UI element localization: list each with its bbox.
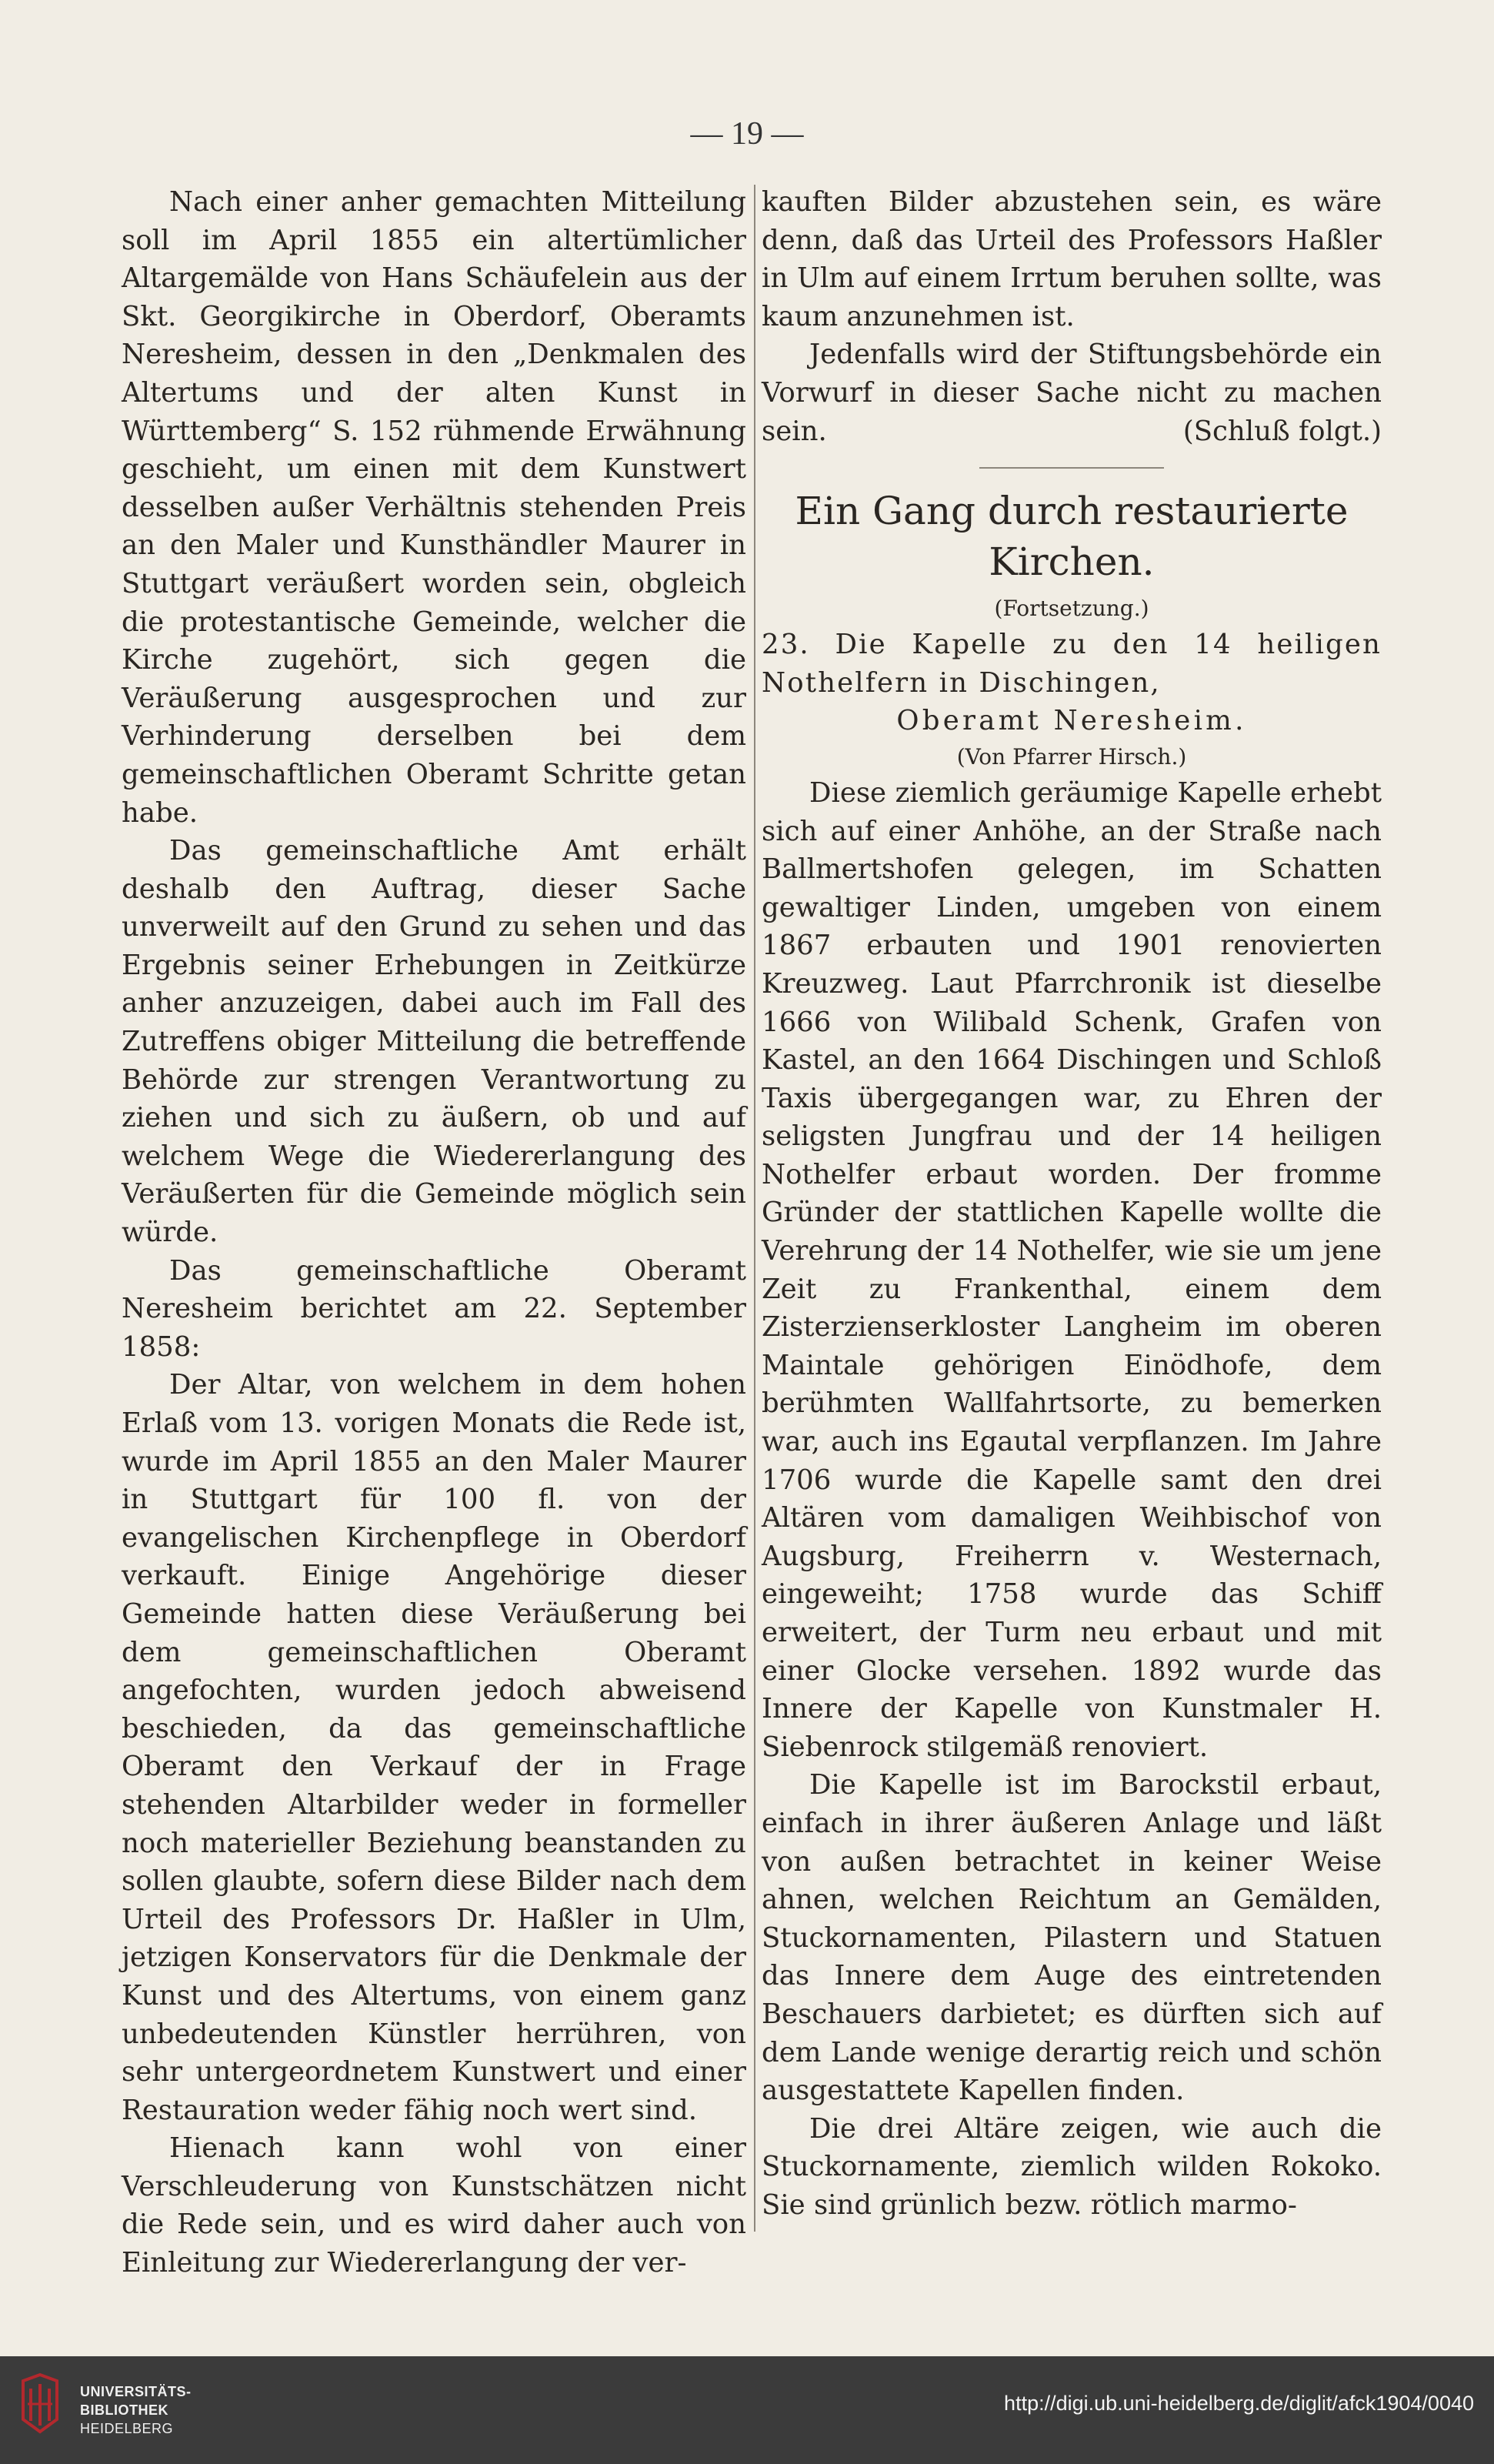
- institution-line: HEIDELBERG: [80, 2421, 174, 2436]
- section-title-last: Oberamt Neresheim.: [896, 705, 1247, 737]
- page-number: — 19 —: [690, 116, 804, 152]
- paragraph: Hienach kann wohl von einer Verschleuderung von Kunstschätzen nicht die Rede sein, und es wird daher auch von Einleitung zur Wiedererlangung der ver-: [122, 2132, 746, 2279]
- institution-line: BIBLIOTHEK: [80, 2402, 168, 2418]
- source-url-link[interactable]: http://digi.ub.uni-heidelberg.de/diglit/afck1904/0040: [1004, 2392, 1474, 2415]
- author-line: (Von Pfarrer Hirsch.): [956, 743, 1187, 770]
- article-note: (Fortsetzung.): [994, 596, 1149, 622]
- paragraph: Nach einer anher gemachten Mitteilung soll im April 1855 ein altertümlicher Altargemälde von Hans Schäufelein aus der Skt. Georgikirche in Oberdorf, Oberamts Neresheim, dessen in den „Denkmalen des Altertums und der alten Kunst in Württemberg“ S. 152 rühmende Erwähnung geschieht, um einen mit dem Kunstwert desselben außer Verhältnis stehenden Preis an den Maler und Kunsthändler Maurer in Stuttgart veräußert worden sein, obgleich die protestantische Gemeinde, welcher die Kirche zugehört, sich gegen die Veräußerung ausgesprochen und zur Verhinderung derselben bei dem gemeinschaftlichen Oberamt Schritte getan habe.: [122, 186, 746, 829]
- section-title-text: 23. Die Kapelle zu den 14 heiligen Nothelfern in Dischingen,: [762, 629, 1382, 699]
- closing-paragraph: Jedenfalls wird der Stiftungsbehörde ein Vorwurf in dieser Sache nicht zu machen sein.: [762, 339, 1382, 447]
- paragraph: Diese ziemlich geräumige Kapelle erhebt sich auf einer Anhöhe, an der Straße nach Ballmertshofen gelegen, im Schatten gewaltiger Linden, umgeben von einem 1867 erbauten und 1901 renovierten Kreuzweg. Laut Pfarrchronik ist dieselbe 1666 von Wilibald Schenk, Grafen von Kastel, an den 1664 Dischingen und Schloß Taxis übergegangen war, zu Ehren der seligsten Jungfrau und der 14 heiligen Nothelfer erbaut worden. Der fromme Gründer der stattlichen Kapelle wollte die Verehrung der 14 Nothelfer, wie sie um jene Zeit zu Frankenthal, einem dem Zisterzienserkloster Langheim im oberen Maintale gehörigen Einödhofe, dem berühmten Wallfahrtsorte, zu bemerken war, auch ins Egautal verpflanzen. Im Jahre 1706 wurde die Kapelle samt den drei Altären vom damaligen Weihbischof von Augsburg, Freiherrn v. Westernach, eingeweiht; 1758 wurde das Schiff erweitert, der Turm neu erbaut und mit einer Glocke versehen. 1892 wurde das Innere der Kapelle von Kunstmaler H. Siebenrock stilgemäß renoviert.: [762, 776, 1382, 1763]
- section-title: [762, 626, 1382, 740]
- paragraph: Das gemeinschaftliche Oberamt Neresheim berichtet am 22. September 1858:: [122, 1254, 746, 1363]
- paragraph: [762, 336, 1382, 450]
- paragraph: Das gemeinschaftliche Amt erhält deshalb den Auftrag, dieser Sache unverweilt auf den Grund zu sehen und das Ergebnis seiner Erhebungen in Zeitkürze anher anzuzeigen, dabei auch im Fall des Zutreffens obiger Mitteilung die betreffende Behörde zur strengen Verantwortung zu ziehen und sich zu äußern, ob und auf welchem Wege die Wiedererlangung des Veräußerten für die Gemeinde möglich sein würde.: [122, 835, 746, 1249]
- article-title: Ein Gang durch restaurierte Kirchen.: [795, 489, 1349, 585]
- paragraph-continuation: kauften Bilder abzustehen sein, es wäre denn, daß das Urteil des Professors Haßler in Ulm auf einem Irrtum beruhen sollte, was kaum anzunehmen ist.: [762, 186, 1382, 332]
- left-column: [122, 183, 746, 2282]
- paragraph: Die Kapelle ist im Barockstil erbaut, einfach in ihrer äußeren Anlage und läßt von außen betrachtet in keiner Weise ahnen, welchen Reichtum an Gemälden, Stuckornamenten, Pilastern und Statuen das Innere dem Auge des eintretenden Beschauers darbietet; es dürften sich auf dem Lande wenige derartig reich und schön ausgestattete Kapellen finden.: [762, 1769, 1382, 2107]
- column-divider: [754, 185, 755, 2232]
- closing-note: (Schluß folgt.): [1182, 415, 1382, 447]
- section-separator: [979, 467, 1164, 469]
- footer-bar: [0, 2356, 1494, 2464]
- paragraph: Die drei Altäre zeigen, wie auch die Stuckornamente, ziemlich wilden Rokoko. Sie sind grünlich bezw. rötlich marmo-: [762, 2112, 1382, 2221]
- paragraph: Der Altar, von welchem in dem hohen Erlaß vom 13. vorigen Monats die Rede ist, wurde im April 1855 an den Maler Maurer in Stuttgart für 100 fl. von der evangelischen Kirchenpflege in Oberdorf verkauft. Einige Angehörige dieser Gemeinde hatten diese Veräußerung bei dem gemeinschaftlichen Oberamt angefochten, wurden jedoch abweisend beschieden, da das gemeinschaftliche Oberamt den Verkauf der in Frage stehenden Altarbilder weder in formeller noch materieller Beziehung beanstanden zu sollen glaubte, sofern diese Bilder nach dem Urteil des Professors Dr. Haßler in Ulm, jetzigen Konservators für die Denkmale der Kunst und des Altertums, von einem ganz unbedeutenden Künstler herrühren, von sehr untergeordnetem Kunstwert und einer Restauration weder fähig noch wert sind.: [122, 1369, 746, 2126]
- institution-name: [80, 2382, 192, 2438]
- right-column: [762, 183, 1382, 2225]
- institution-line: UNIVERSITÄTS-: [80, 2384, 192, 2399]
- heidelberg-library-logo-icon[interactable]: [17, 2373, 63, 2435]
